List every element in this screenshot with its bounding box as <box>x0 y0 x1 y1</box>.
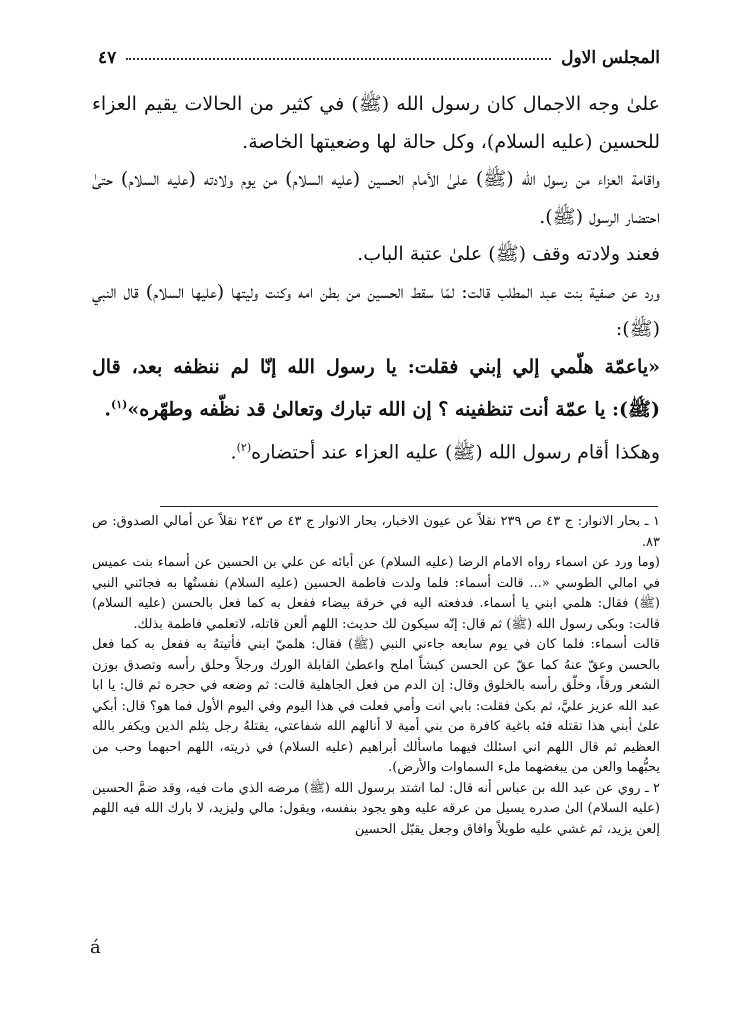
page-number: ٤٧ <box>98 48 117 68</box>
footnote-divider <box>160 506 658 507</box>
dot-leader <box>126 58 551 60</box>
quote-paragraph: «ياعمّة هلّمي إلي إبني فقلت: يا رسول الله إنّا لم ننظفه بعد، قال (ﷺ): يا عمّة أنت تنظفينه ؟ إن الله تبارك وتعالىٰ قد نظّفه وطهّره»$^{(١)}$. <box>92 355 660 421</box>
paragraph: فعند ولادته وقف (ﷺ) علىٰ عتبة الباب. <box>357 243 660 265</box>
running-header <box>98 34 660 68</box>
footnote-1-continuation: قالت أسماء: فلما كان في يوم سابعه جاءني النبي (ﷺ) فقال: هلميّ ابني فأتيتهُ به ففعل به كما فعل بالحسن وعقّ عنهُ كما عقّ عن الحسن كبشاً املح واعطىٰ القابلة الورك ورجلاً وحلق رأسه وتصدق بوزن الشعر ورقاً، وخلّق رأسه بالخلوق وقال: إن الدم من فعل الجاهلية قالت: ثم وضعه في حجره ثم قال: يا ابا عبد الله عزيز عليَّ، ثم بكىٰ فقلت: بابي انت وأمي فعلت في هذا اليوم وفي اليوم الأول فما هو؟ قال: أبكي علىٰ أبني هذا تقتله فئه باغية كافرة من بني أمية لا أنالهم الله شفاعتي، يقتلهُ رجل يثلم الدين ويكفر بالله العظيم ثم قال اللهم اني اسئلك فيهما ماسألك أبراهيم (عليه السلام) في ذريته، اللهم احبهما وحب من يحبُّهما والعن من يبغضهما ملء السماوات والأرض). <box>92 637 660 775</box>
paragraph: علىٰ وجه الاجمال كان رسول الله (ﷺ) في كثير من الحالات يقيم العزاء للحسين (عليه السلام)، وكل حالة لها وضعيتها الخاصة. <box>92 93 660 153</box>
footnote-ref-2[interactable]: (٢) <box>236 440 252 454</box>
footnote-1: ١ ـ بحار الانوار: ج ٤٣ ص ٢٣٩ نقلاً عن عيون الاخبار، بحار الانوار ج ٤٣ ص ٢٤٣ نقلاً عن أمالي الصدوق: ص ٨٣. <box>92 514 660 550</box>
paragraph-text: وهكذا أقام رسول الله (ﷺ) عليه العزاء عند أحتضاره <box>251 441 660 464</box>
footnote-1-narration: (وما ورد عن اسماء رواه الامام الرضا (عليه السلام) عن أبائه عن علي بن الحسين عن أسماء بنت عميس في امالي الطوسي «... قالت أسماء: فلما ولدت فاطمة الحسين (عليه السلام) نفستُها به فجائني النبي (ﷺ) فقال: هلمي ابني يا أسماء. فدفعته اليه في خرقة بيضاء ففعل به كما فعل بالحسن (عليه السلام) قالت: وبكى رسول الله (ﷺ) ثم قال: إنّه سيكون لك حديث: اللهم ألعن قاتله، لاتعلمي فاطمة بذلك. <box>92 555 660 632</box>
paragraph: واقامة العزاء من رسول الله (ﷺ) علىٰ الأمام الحسين (عليه السلام) من يوم ولادته (عليه السلام) حتىٰ احتضار الرسول (ﷺ). <box>92 168 660 228</box>
quote-text: «ياعمّة هلّمي إلي إبني فقلت: يا رسول الله إنّا لم ننظفه بعد، قال (ﷺ): يا عمّة أنت تنظفينه ؟ إن الله تبارك وتعالىٰ قد نظّفه وطهّره» <box>92 355 660 421</box>
main-text <box>92 86 660 472</box>
paragraph: ورد عن صفية بنت عبد المطلب قالت: لمّا سقط الحسين من بطن امه وكنت وليتها (عليها السلام) قال النبي (ﷺ): <box>92 280 660 340</box>
footnotes <box>92 512 660 840</box>
chapter-title: المجلس الاول <box>561 48 660 68</box>
scan-mark: á <box>90 937 101 958</box>
paragraph: وهكذا أقام رسول الله (ﷺ) عليه العزاء عند أحتضاره$^{(٢)}$. <box>230 440 660 464</box>
footnote-2: ٢ ـ روي عن عبد الله بن عباس أنه قال: لما اشتد برسول الله (ﷺ) مرضه الذي مات فيه، وقد ضمَّ الحسين (عليه السلام) الىٰ صدره يسيل من عرقه عليه وهو يجود بنفسه، ويقول: مالي وليزيد، لا بارك الله فيه اللهم إلعن يزيد، ثم غشي عليه طويلاً وافاق وجعل يقبّل الحسين <box>92 780 660 837</box>
footnote-ref-1[interactable]: (١) <box>110 398 128 411</box>
